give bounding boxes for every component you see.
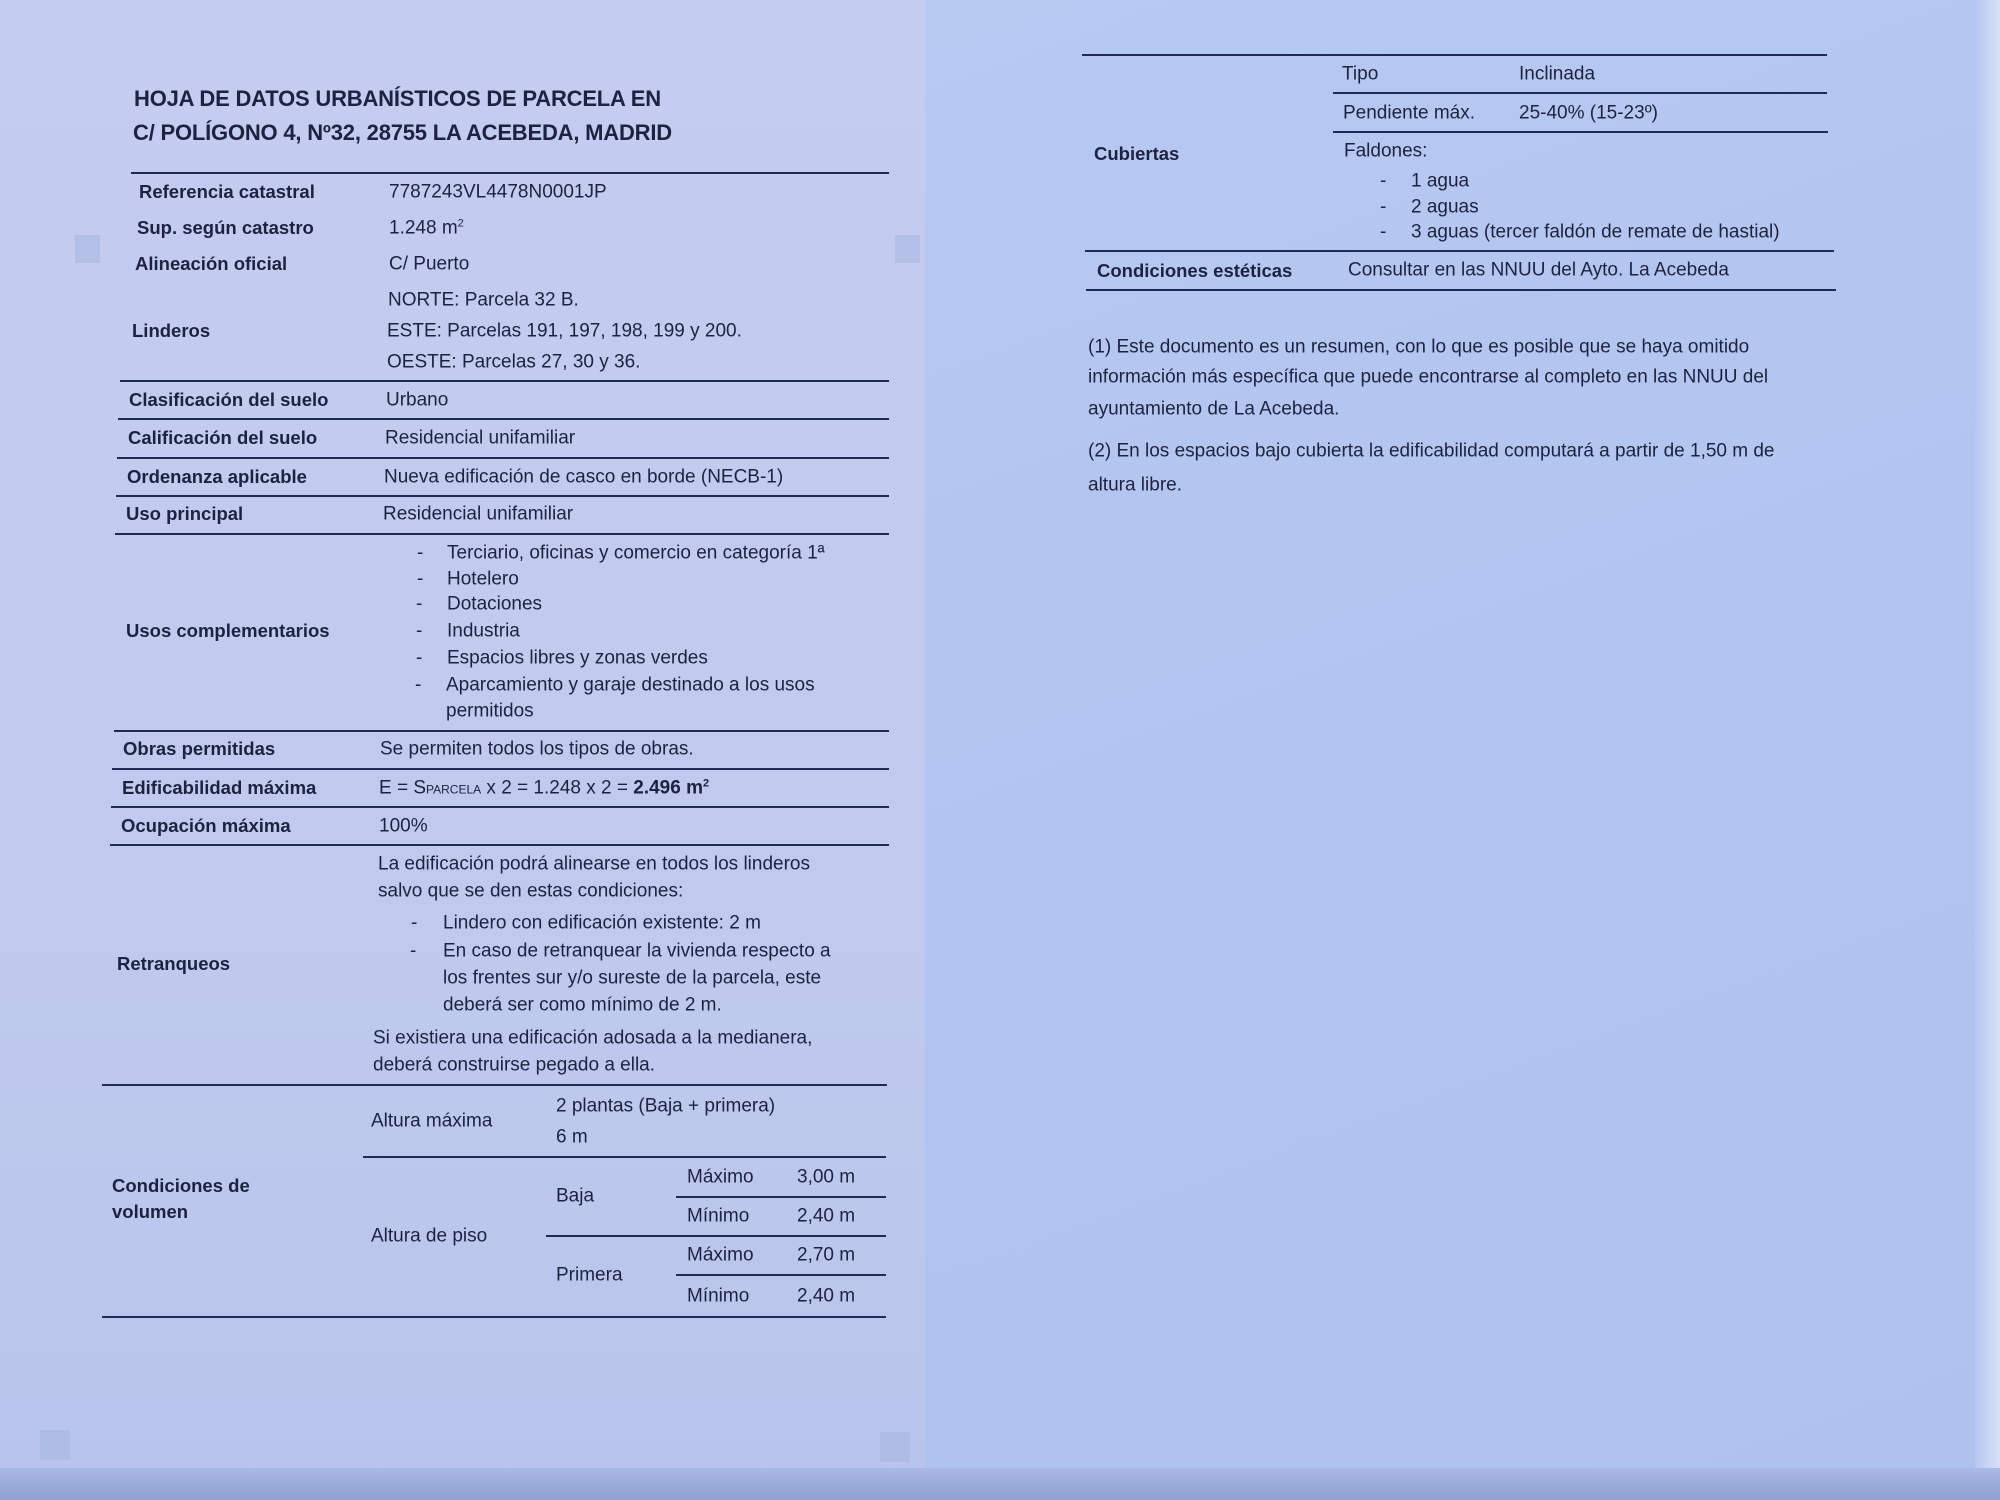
primera-max-label: Máximo	[687, 1244, 754, 1266]
rule	[1085, 250, 1834, 252]
label-referencia: Referencia catastral	[139, 180, 315, 202]
label-primera: Primera	[556, 1264, 623, 1286]
superficie-text: 1.248 m	[389, 217, 458, 239]
baja-min-label: Mínimo	[687, 1205, 750, 1227]
note-2-line: altura libre.	[1088, 474, 1182, 496]
baja-max-value: 3,00 m	[797, 1166, 856, 1188]
rule	[110, 844, 889, 846]
dash: -	[1380, 170, 1387, 192]
label-volumen-2: volumen	[112, 1200, 189, 1222]
rule	[131, 172, 889, 174]
label-pendiente: Pendiente máx.	[1343, 102, 1476, 124]
label-ocupacion: Ocupación máxima	[121, 814, 291, 836]
uso-item: Industria	[447, 620, 520, 642]
table-surface	[0, 1468, 2000, 1500]
rule	[118, 418, 889, 420]
rule	[676, 1196, 886, 1198]
rule	[117, 457, 889, 459]
uso-item-cont: permitidos	[446, 700, 534, 722]
altura-maxima-metros: 6 m	[556, 1126, 588, 1148]
formula-part: x 2 = 1.248 x 2 =	[481, 777, 634, 799]
label-esteticas: Condiciones estéticas	[1097, 259, 1293, 281]
bleed-mark	[895, 235, 920, 263]
label-volumen-1: Condiciones de	[112, 1174, 250, 1196]
rule	[1333, 92, 1827, 94]
dash: -	[1380, 196, 1387, 218]
dash: -	[416, 647, 423, 669]
note-2-line: (2) En los espacios bajo cubierta la edificabilidad computará a partir de 1,50 m de	[1088, 440, 1775, 462]
dash: -	[410, 940, 417, 962]
rule	[363, 1156, 886, 1158]
label-linderos: Linderos	[132, 319, 211, 341]
rule	[111, 806, 889, 808]
primera-min-label: Mínimo	[687, 1285, 750, 1307]
value-referencia: 7787243VL4478N0001JP	[389, 181, 607, 203]
label-cubiertas: Cubiertas	[1094, 142, 1180, 164]
rule	[676, 1274, 886, 1276]
label-altura-maxima: Altura máxima	[371, 1110, 493, 1132]
primera-max-value: 2,70 m	[797, 1244, 856, 1266]
lindero-este: ESTE: Parcelas 191, 197, 198, 199 y 200.	[387, 320, 742, 342]
dash: -	[416, 620, 423, 642]
rule	[102, 1316, 886, 1318]
dash: -	[1380, 221, 1387, 243]
label-ordenanza: Ordenanza aplicable	[127, 465, 307, 487]
value-pendiente: 25-40% (15-23º)	[1519, 102, 1658, 124]
retranqueo-line: deberá construirse pegado a ella.	[373, 1054, 656, 1076]
bleed-mark	[40, 1430, 70, 1460]
label-clasificacion: Clasificación del suelo	[129, 388, 329, 410]
retranqueo-line: Lindero con edificación existente: 2 m	[443, 912, 761, 934]
note-1-line: ayuntamiento de La Acebeda.	[1088, 398, 1340, 420]
formula-sup: 2	[702, 777, 710, 790]
retranqueo-line: deberá ser como mínimo de 2 m.	[443, 994, 722, 1016]
label-baja: Baja	[556, 1185, 595, 1207]
dash: -	[411, 912, 418, 934]
value-obras: Se permiten todos los tipos de obras.	[380, 738, 694, 760]
uso-item: Hotelero	[447, 568, 519, 590]
altura-maxima-plantas: 2 plantas (Baja + primera)	[556, 1095, 776, 1117]
dash: -	[415, 674, 422, 696]
retranqueo-line: Si existiera una edificación adosada a la medianera,	[373, 1027, 813, 1049]
dash: -	[417, 568, 424, 590]
label-faldones: Faldones:	[1344, 140, 1428, 162]
retranqueo-line: La edificación podrá alinearse en todos los linderos	[378, 853, 810, 875]
value-calificacion: Residencial unifamiliar	[385, 427, 576, 449]
formula-result: 2.496 m	[633, 777, 703, 799]
uso-item: Terciario, oficinas y comercio en categoría 1ª	[447, 542, 825, 564]
faldon-item: 1 agua	[1411, 170, 1470, 192]
value-ordenanza: Nueva edificación de casco en borde (NECB-1)	[384, 466, 784, 488]
label-tipo: Tipo	[1342, 63, 1379, 85]
formula-subscript: PARCELA	[426, 782, 482, 797]
document-title-line-1: HOJA DE DATOS URBANÍSTICOS DE PARCELA EN	[134, 86, 661, 111]
lindero-oeste: OESTE: Parcelas 27, 30 y 36.	[387, 351, 641, 373]
paper-edge	[1975, 0, 2000, 1500]
rule	[1086, 289, 1836, 291]
primera-min-value: 2,40 m	[797, 1285, 856, 1307]
formula-part: E = S	[379, 777, 426, 799]
label-usos-complementarios: Usos complementarios	[126, 619, 330, 641]
uso-item: Dotaciones	[447, 593, 543, 615]
label-obras: Obras permitidas	[123, 737, 276, 759]
label-uso-principal: Uso principal	[126, 502, 244, 524]
dash: -	[417, 542, 424, 564]
value-clasificacion: Urbano	[386, 389, 449, 411]
rule	[1082, 54, 1827, 56]
lindero-norte: NORTE: Parcela 32 B.	[388, 289, 579, 311]
label-alineacion: Alineación oficial	[135, 252, 288, 274]
label-superficie: Sup. según catastro	[137, 216, 314, 238]
bleed-mark	[75, 235, 100, 263]
label-edificabilidad: Edificabilidad máxima	[122, 776, 317, 798]
retranqueo-line: En caso de retranquear la vivienda respecto a	[443, 940, 831, 962]
rule	[116, 495, 889, 497]
value-uso-principal: Residencial unifamiliar	[383, 503, 574, 525]
value-tipo: Inclinada	[1519, 63, 1596, 85]
document-title-line-2: C/ POLÍGONO 4, Nº32, 28755 LA ACEBEDA, MADRID	[133, 120, 672, 145]
retranqueo-line: salvo que se den estas condiciones:	[378, 880, 684, 902]
superficie-sup: 2	[457, 217, 464, 230]
baja-max-label: Máximo	[687, 1166, 754, 1188]
note-1-line: información más específica que puede encontrarse al completo en las NNUU del	[1088, 366, 1769, 388]
rule	[120, 380, 889, 382]
value-alineacion: C/ Puerto	[389, 253, 470, 275]
faldon-item: 2 aguas	[1411, 196, 1479, 218]
retranqueo-line: los frentes sur y/o sureste de la parcela, este	[443, 967, 822, 989]
rule	[115, 533, 889, 535]
rule	[112, 768, 889, 770]
value-ocupacion: 100%	[379, 815, 428, 837]
rule	[102, 1084, 887, 1086]
bleed-mark	[880, 1432, 910, 1462]
value-superficie	[389, 218, 464, 237]
note-1-line: (1) Este documento es un resumen, con lo que es posible que se haya omitido	[1088, 336, 1750, 358]
label-altura-piso: Altura de piso	[371, 1225, 488, 1247]
value-edificabilidad	[379, 778, 709, 797]
dash: -	[416, 593, 423, 615]
rule	[546, 1235, 886, 1237]
uso-item: Aparcamiento y garaje destinado a los usos	[446, 674, 815, 696]
rule	[1333, 131, 1828, 133]
label-calificacion: Calificación del suelo	[128, 426, 318, 448]
faldon-item: 3 aguas (tercer faldón de remate de hastial)	[1411, 221, 1780, 243]
baja-min-value: 2,40 m	[797, 1205, 856, 1227]
uso-item: Espacios libres y zonas verdes	[447, 647, 708, 669]
value-esteticas: Consultar en las NNUU del Ayto. La Acebeda	[1348, 259, 1729, 281]
rule	[114, 730, 889, 732]
label-retranqueos: Retranqueos	[117, 952, 231, 974]
